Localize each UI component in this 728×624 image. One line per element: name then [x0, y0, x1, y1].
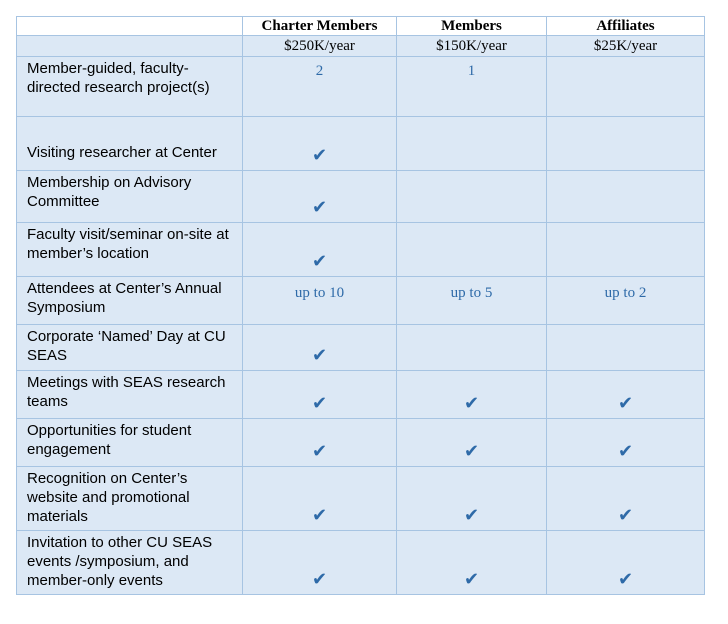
checkmark-icon: ✔ — [617, 393, 634, 414]
benefit-members-cell — [397, 171, 547, 223]
benefit-members-cell — [397, 419, 547, 467]
benefit-charter-cell — [243, 171, 397, 223]
header-charter-members: Charter Members — [243, 17, 397, 36]
price-row — [17, 36, 705, 57]
benefit-members-cell — [397, 117, 547, 171]
benefit-value: 1 — [467, 63, 476, 79]
benefit-label: Opportunities for student engagement — [17, 419, 243, 467]
benefit-members-cell — [397, 371, 547, 419]
benefit-row — [17, 371, 705, 419]
checkmark-icon: ✔ — [463, 505, 480, 526]
benefit-row — [17, 325, 705, 371]
benefit-label: Meetings with SEAS research teams — [17, 371, 243, 419]
checkmark-icon: ✔ — [311, 393, 328, 414]
benefit-label: Recognition on Center’s website and promotional materials — [17, 467, 243, 531]
benefit-affiliates-cell — [547, 117, 705, 171]
checkmark-icon: ✔ — [311, 145, 328, 166]
checkmark-icon: ✔ — [617, 441, 634, 462]
benefit-value: 2 — [315, 63, 324, 79]
benefit-members-cell — [397, 277, 547, 325]
price-members: $150K/year — [397, 36, 547, 57]
checkmark-icon: ✔ — [311, 569, 328, 590]
benefit-affiliates-cell — [547, 277, 705, 325]
benefit-row — [17, 419, 705, 467]
checkmark-icon: ✔ — [617, 569, 634, 590]
benefit-affiliates-cell — [547, 171, 705, 223]
benefit-label: Member-guided, faculty-directed research project(s) — [17, 57, 243, 117]
benefit-charter-cell — [243, 117, 397, 171]
benefit-row — [17, 223, 705, 277]
benefit-members-cell — [397, 531, 547, 595]
benefit-charter-cell — [243, 57, 397, 117]
price-blank-cell — [17, 36, 243, 57]
benefit-affiliates-cell — [547, 371, 705, 419]
header-affiliates: Affiliates — [547, 17, 705, 36]
header-members: Members — [397, 17, 547, 36]
checkmark-icon: ✔ — [311, 197, 328, 218]
benefit-charter-cell — [243, 223, 397, 277]
benefit-affiliates-cell — [547, 223, 705, 277]
benefit-charter-cell — [243, 371, 397, 419]
benefit-row — [17, 117, 705, 171]
benefit-charter-cell — [243, 531, 397, 595]
benefit-affiliates-cell — [547, 531, 705, 595]
benefit-row — [17, 57, 705, 117]
benefit-row — [17, 531, 705, 595]
benefit-charter-cell — [243, 277, 397, 325]
checkmark-icon: ✔ — [617, 505, 634, 526]
price-affiliates: $25K/year — [547, 36, 705, 57]
benefit-members-cell — [397, 223, 547, 277]
benefit-value: up to 10 — [294, 285, 345, 301]
header-blank-cell — [17, 17, 243, 36]
benefit-value: up to 2 — [604, 285, 647, 301]
benefit-charter-cell — [243, 419, 397, 467]
benefit-affiliates-cell — [547, 419, 705, 467]
tier-header-row — [17, 17, 705, 36]
membership-table-container — [16, 16, 705, 595]
checkmark-icon: ✔ — [311, 251, 328, 272]
benefit-label: Visiting researcher at Center — [17, 117, 243, 171]
checkmark-icon: ✔ — [311, 505, 328, 526]
benefit-charter-cell — [243, 467, 397, 531]
benefit-label: Membership on Advisory Committee — [17, 171, 243, 223]
benefit-charter-cell — [243, 325, 397, 371]
benefit-row — [17, 171, 705, 223]
benefit-value: up to 5 — [450, 285, 493, 301]
benefit-members-cell — [397, 325, 547, 371]
checkmark-icon: ✔ — [463, 569, 480, 590]
checkmark-icon: ✔ — [311, 345, 328, 366]
checkmark-icon: ✔ — [463, 441, 480, 462]
checkmark-icon: ✔ — [311, 441, 328, 462]
benefit-affiliates-cell — [547, 325, 705, 371]
benefit-label: Faculty visit/seminar on-site at member’s location — [17, 223, 243, 277]
checkmark-icon: ✔ — [463, 393, 480, 414]
benefit-label: Attendees at Center’s Annual Symposium — [17, 277, 243, 325]
benefit-row — [17, 467, 705, 531]
benefit-label: Corporate ‘Named’ Day at CU SEAS — [17, 325, 243, 371]
benefit-members-cell — [397, 57, 547, 117]
benefit-members-cell — [397, 467, 547, 531]
price-charter-members: $250K/year — [243, 36, 397, 57]
membership-benefits-table — [16, 16, 705, 595]
benefit-label: Invitation to other CU SEAS events /symposium, and member-only events — [17, 531, 243, 595]
benefit-affiliates-cell — [547, 57, 705, 117]
benefit-row — [17, 277, 705, 325]
benefit-affiliates-cell — [547, 467, 705, 531]
